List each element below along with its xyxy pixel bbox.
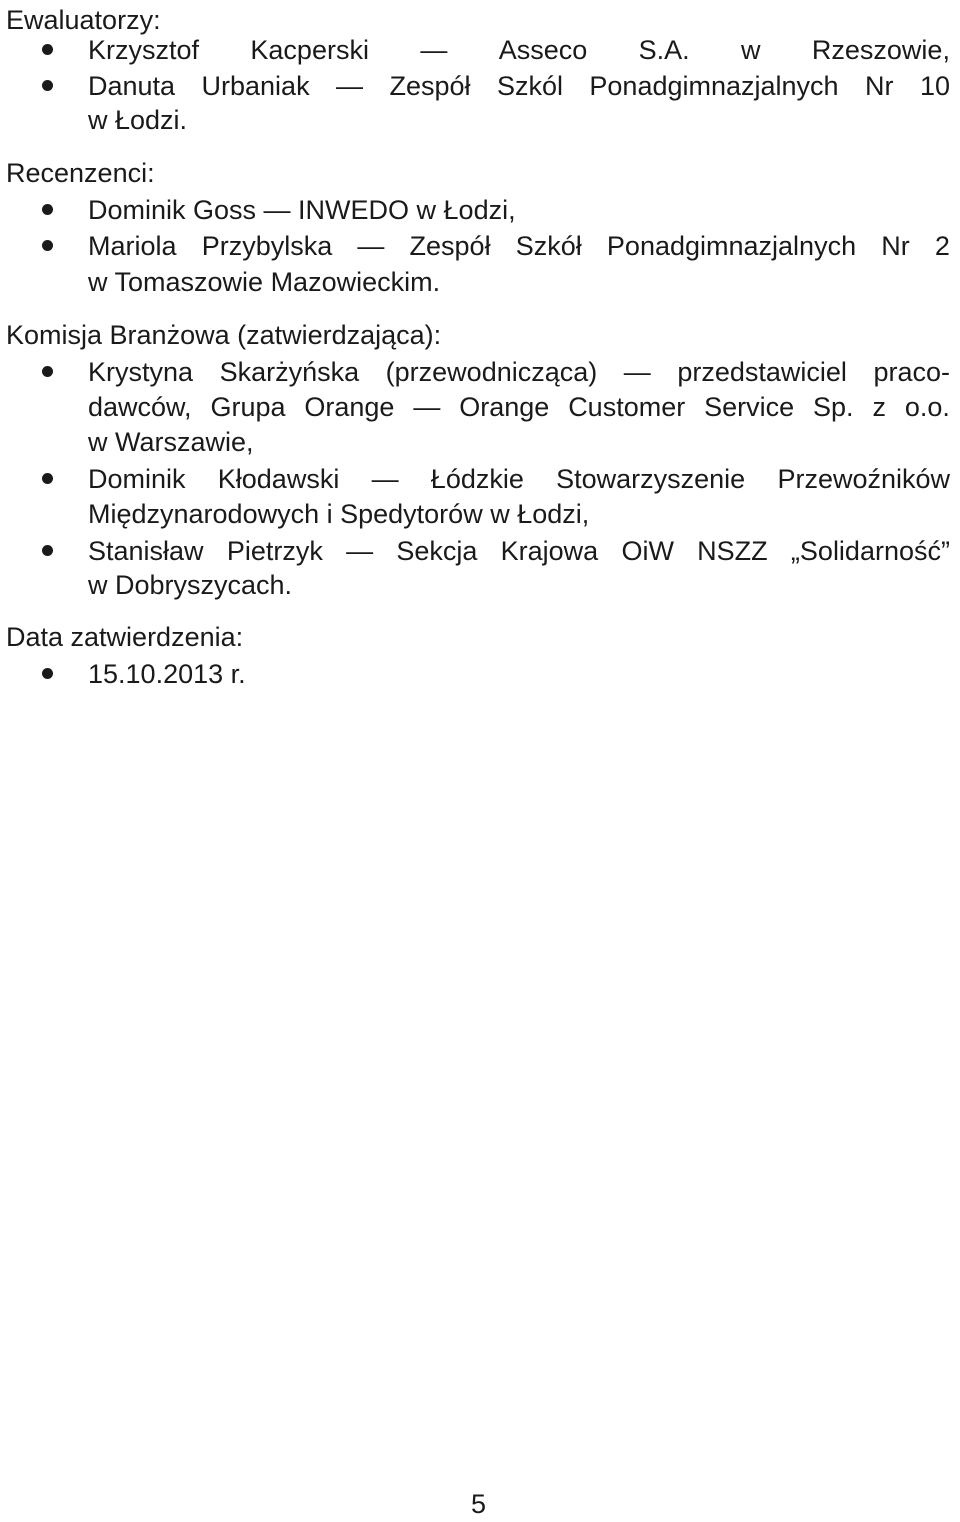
commission-item-1-line-3: w Warszawie,	[88, 427, 254, 457]
commission-item-1-line-2	[88, 389, 950, 425]
word: przedstawiciel	[677, 357, 847, 387]
word: Ponadgimnazjalnych	[589, 71, 839, 101]
word: praco-	[873, 357, 950, 387]
bullet-icon	[42, 80, 53, 91]
commission-item-3	[88, 533, 950, 569]
bullet-icon	[42, 44, 53, 55]
commission-item-1	[88, 354, 950, 390]
word: 10	[919, 71, 950, 101]
word: Łódzkie	[430, 464, 524, 494]
word: Orange	[304, 392, 395, 422]
bullet-icon	[42, 366, 53, 377]
word: Krajowa	[500, 536, 599, 566]
word: Krzysztof	[88, 35, 200, 65]
word: o.o.	[904, 392, 950, 422]
word: —	[336, 71, 364, 101]
word: —	[623, 357, 651, 387]
word: Krystyna	[88, 357, 194, 387]
word: Customer	[568, 392, 686, 422]
word: Rzeszowie,	[811, 35, 950, 65]
word: Danuta	[88, 71, 176, 101]
commission-item-2	[88, 461, 950, 497]
word: Orange	[459, 392, 550, 422]
bullet-icon	[42, 545, 53, 556]
word: Dominik	[88, 464, 186, 494]
word: —	[346, 536, 374, 566]
word: OiW	[621, 536, 674, 566]
approval-date-heading: Data zatwierdzenia:	[6, 622, 244, 652]
word: Urbaniak	[201, 71, 310, 101]
word: —	[413, 392, 441, 422]
word: z	[872, 392, 886, 422]
page-number: 5	[471, 1489, 487, 1519]
word: Skarżyńska	[219, 357, 360, 387]
evaluator-item-2-continuation: w Łodzi.	[88, 105, 188, 135]
commission-item-3-continuation: w Dobryszycach.	[88, 570, 293, 600]
word: Zespół	[409, 231, 491, 261]
word: dawców,	[88, 392, 192, 422]
word: Przewoźników	[777, 464, 950, 494]
word: Grupa	[210, 392, 286, 422]
approval-date-value: 15.10.2013 r.	[88, 659, 246, 689]
word: Mariola	[88, 231, 177, 261]
word: Szkól	[496, 71, 563, 101]
word: Szkół	[515, 231, 582, 261]
word: Ponadgimnazjalnych	[606, 231, 857, 261]
word: Stowarzyszenie	[556, 464, 746, 494]
word: Pietrzyk	[226, 536, 323, 566]
evaluator-item-2	[88, 68, 950, 104]
word: Nr	[881, 231, 910, 261]
word: Nr	[865, 71, 894, 101]
bullet-icon	[42, 240, 53, 251]
word: Sekcja	[396, 536, 478, 566]
evaluators-heading: Ewaluatorzy:	[6, 5, 161, 35]
word: Przybylska	[201, 231, 333, 261]
bullet-icon	[42, 668, 53, 679]
word: Zespół	[389, 71, 471, 101]
bullet-icon	[42, 473, 53, 484]
commission-item-2-continuation: Międzynarodowych i Spedytorów w Łodzi,	[88, 499, 590, 529]
reviewer-item-1: Dominik Goss — INWEDO w Łodzi,	[88, 195, 516, 225]
word: Stanisław	[88, 536, 204, 566]
word: —	[420, 35, 448, 65]
word: Sp.	[813, 392, 854, 422]
word: S.A.	[638, 35, 690, 65]
word: Service	[704, 392, 795, 422]
word: Asseco	[498, 35, 588, 65]
word: 2	[934, 231, 950, 261]
word: Kacperski	[250, 35, 369, 65]
word: w	[741, 35, 761, 65]
word: Kłodawski	[217, 464, 340, 494]
word: NSZZ	[697, 536, 768, 566]
word: —	[371, 464, 399, 494]
commission-heading: Komisja Branżowa (zatwierdzająca):	[6, 320, 442, 350]
word: „Solidarność”	[790, 536, 950, 566]
bullet-icon	[42, 204, 53, 215]
word: (przewodnicząca)	[385, 357, 598, 387]
word: —	[357, 231, 385, 261]
evaluator-item-1	[88, 32, 950, 68]
reviewer-item-2	[88, 228, 950, 264]
reviewer-item-2-continuation: w Tomaszowie Mazowieckim.	[88, 267, 441, 297]
reviewers-heading: Recenzenci:	[6, 158, 155, 188]
